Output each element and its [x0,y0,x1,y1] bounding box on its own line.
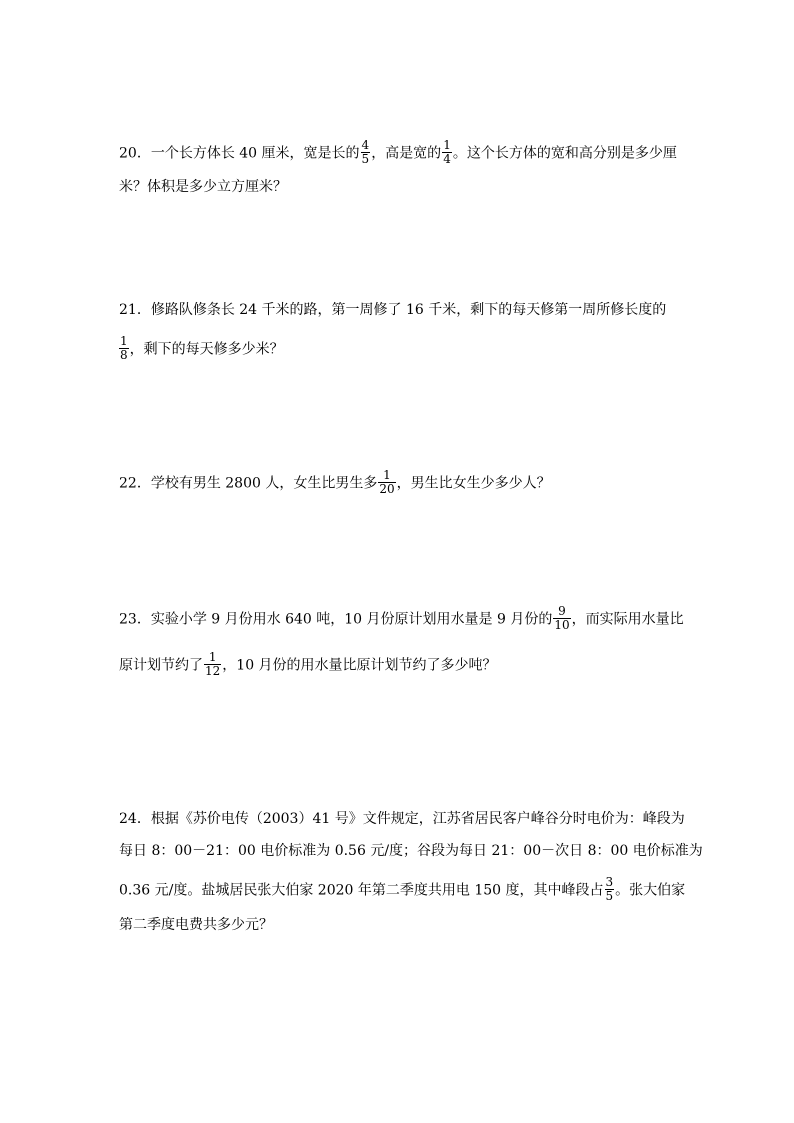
problem-number: 24． [119,811,151,827]
problem-text: ，而实际用水量比 [571,611,684,628]
problem-text: ，剩下的每天修多少米？ [129,341,284,358]
problem-text: 学校有男生 2800 人，女生比男生多 [150,475,378,492]
problem-text: 每日 8：00－21：00 电价标准为 0.56 元/度；谷段为每日 21：00－次日 8：00 电价标准为 [119,843,703,859]
problem-text: 实验小学 9 月份用水 640 吨，10 月份原计划用水量是 9 月份的 [150,611,553,628]
problem-22-line-1 [119,468,551,496]
fraction-one-eighth: $\frac{1}{8}$ [120,334,128,362]
problem-21-line-1 [119,300,666,320]
fraction-three-fifths: $\frac{3}{5}$ [605,875,614,903]
problem-20-line-2 [119,177,287,197]
problem-24-line-3 [119,875,686,903]
problem-text: 原计划节约了 [119,657,203,674]
problem-number: 20． [119,145,151,162]
problem-text: 。这个长方体的宽和高分别是多少厘 [452,145,677,162]
problem-23-line-2 [119,650,497,678]
problem-20-line-1 [119,138,677,166]
problem-number: 23． [119,611,151,628]
fraction-nine-tenths: $\frac{9}{10}$ [554,604,570,632]
problem-text: ，10 月份的用水量比原计划节约了多少吨？ [222,657,497,674]
problem-text: 米？体积是多少立方厘米？ [119,179,287,195]
problem-text: ，高是宽的 [371,145,442,162]
problem-24-line-2 [119,841,703,861]
fraction-one-quarter: $\frac{1}{4}$ [443,138,451,166]
problem-number: 22． [119,475,151,492]
problem-text: 0.36 元/度。盐城居民张大伯家 2020 年第二季度共用电 150 度，其中峰段占 [119,882,604,899]
problem-text: ，男生比女生少多少人？ [396,475,551,492]
problem-text: 。张大伯家 [615,882,686,899]
problem-24-line-1 [119,809,685,829]
fraction-one-twelfth: $\frac{1}{12}$ [205,650,221,678]
problem-23-line-1 [119,604,684,632]
problem-24-line-4 [119,915,273,935]
problem-text: 一个长方体长 40 厘米，宽是长的 [150,145,360,162]
problem-text: 第二季度电费共多少元？ [119,917,273,933]
fraction-four-fifths: $\frac{4}{5}$ [361,138,370,166]
problem-text: 根据《苏价电传（2003）41 号》文件规定，江苏省居民客户峰谷分时电价为：峰段为 [150,811,685,827]
problem-number: 21． [119,302,151,318]
fraction-one-twentieth: $\frac{1}{20}$ [379,468,395,496]
problem-21-line-2 [119,334,284,362]
problem-text: 修路队修条长 24 千米的路，第一周修了 16 千米，剩下的每天修第一周所修长度的 [150,302,667,318]
